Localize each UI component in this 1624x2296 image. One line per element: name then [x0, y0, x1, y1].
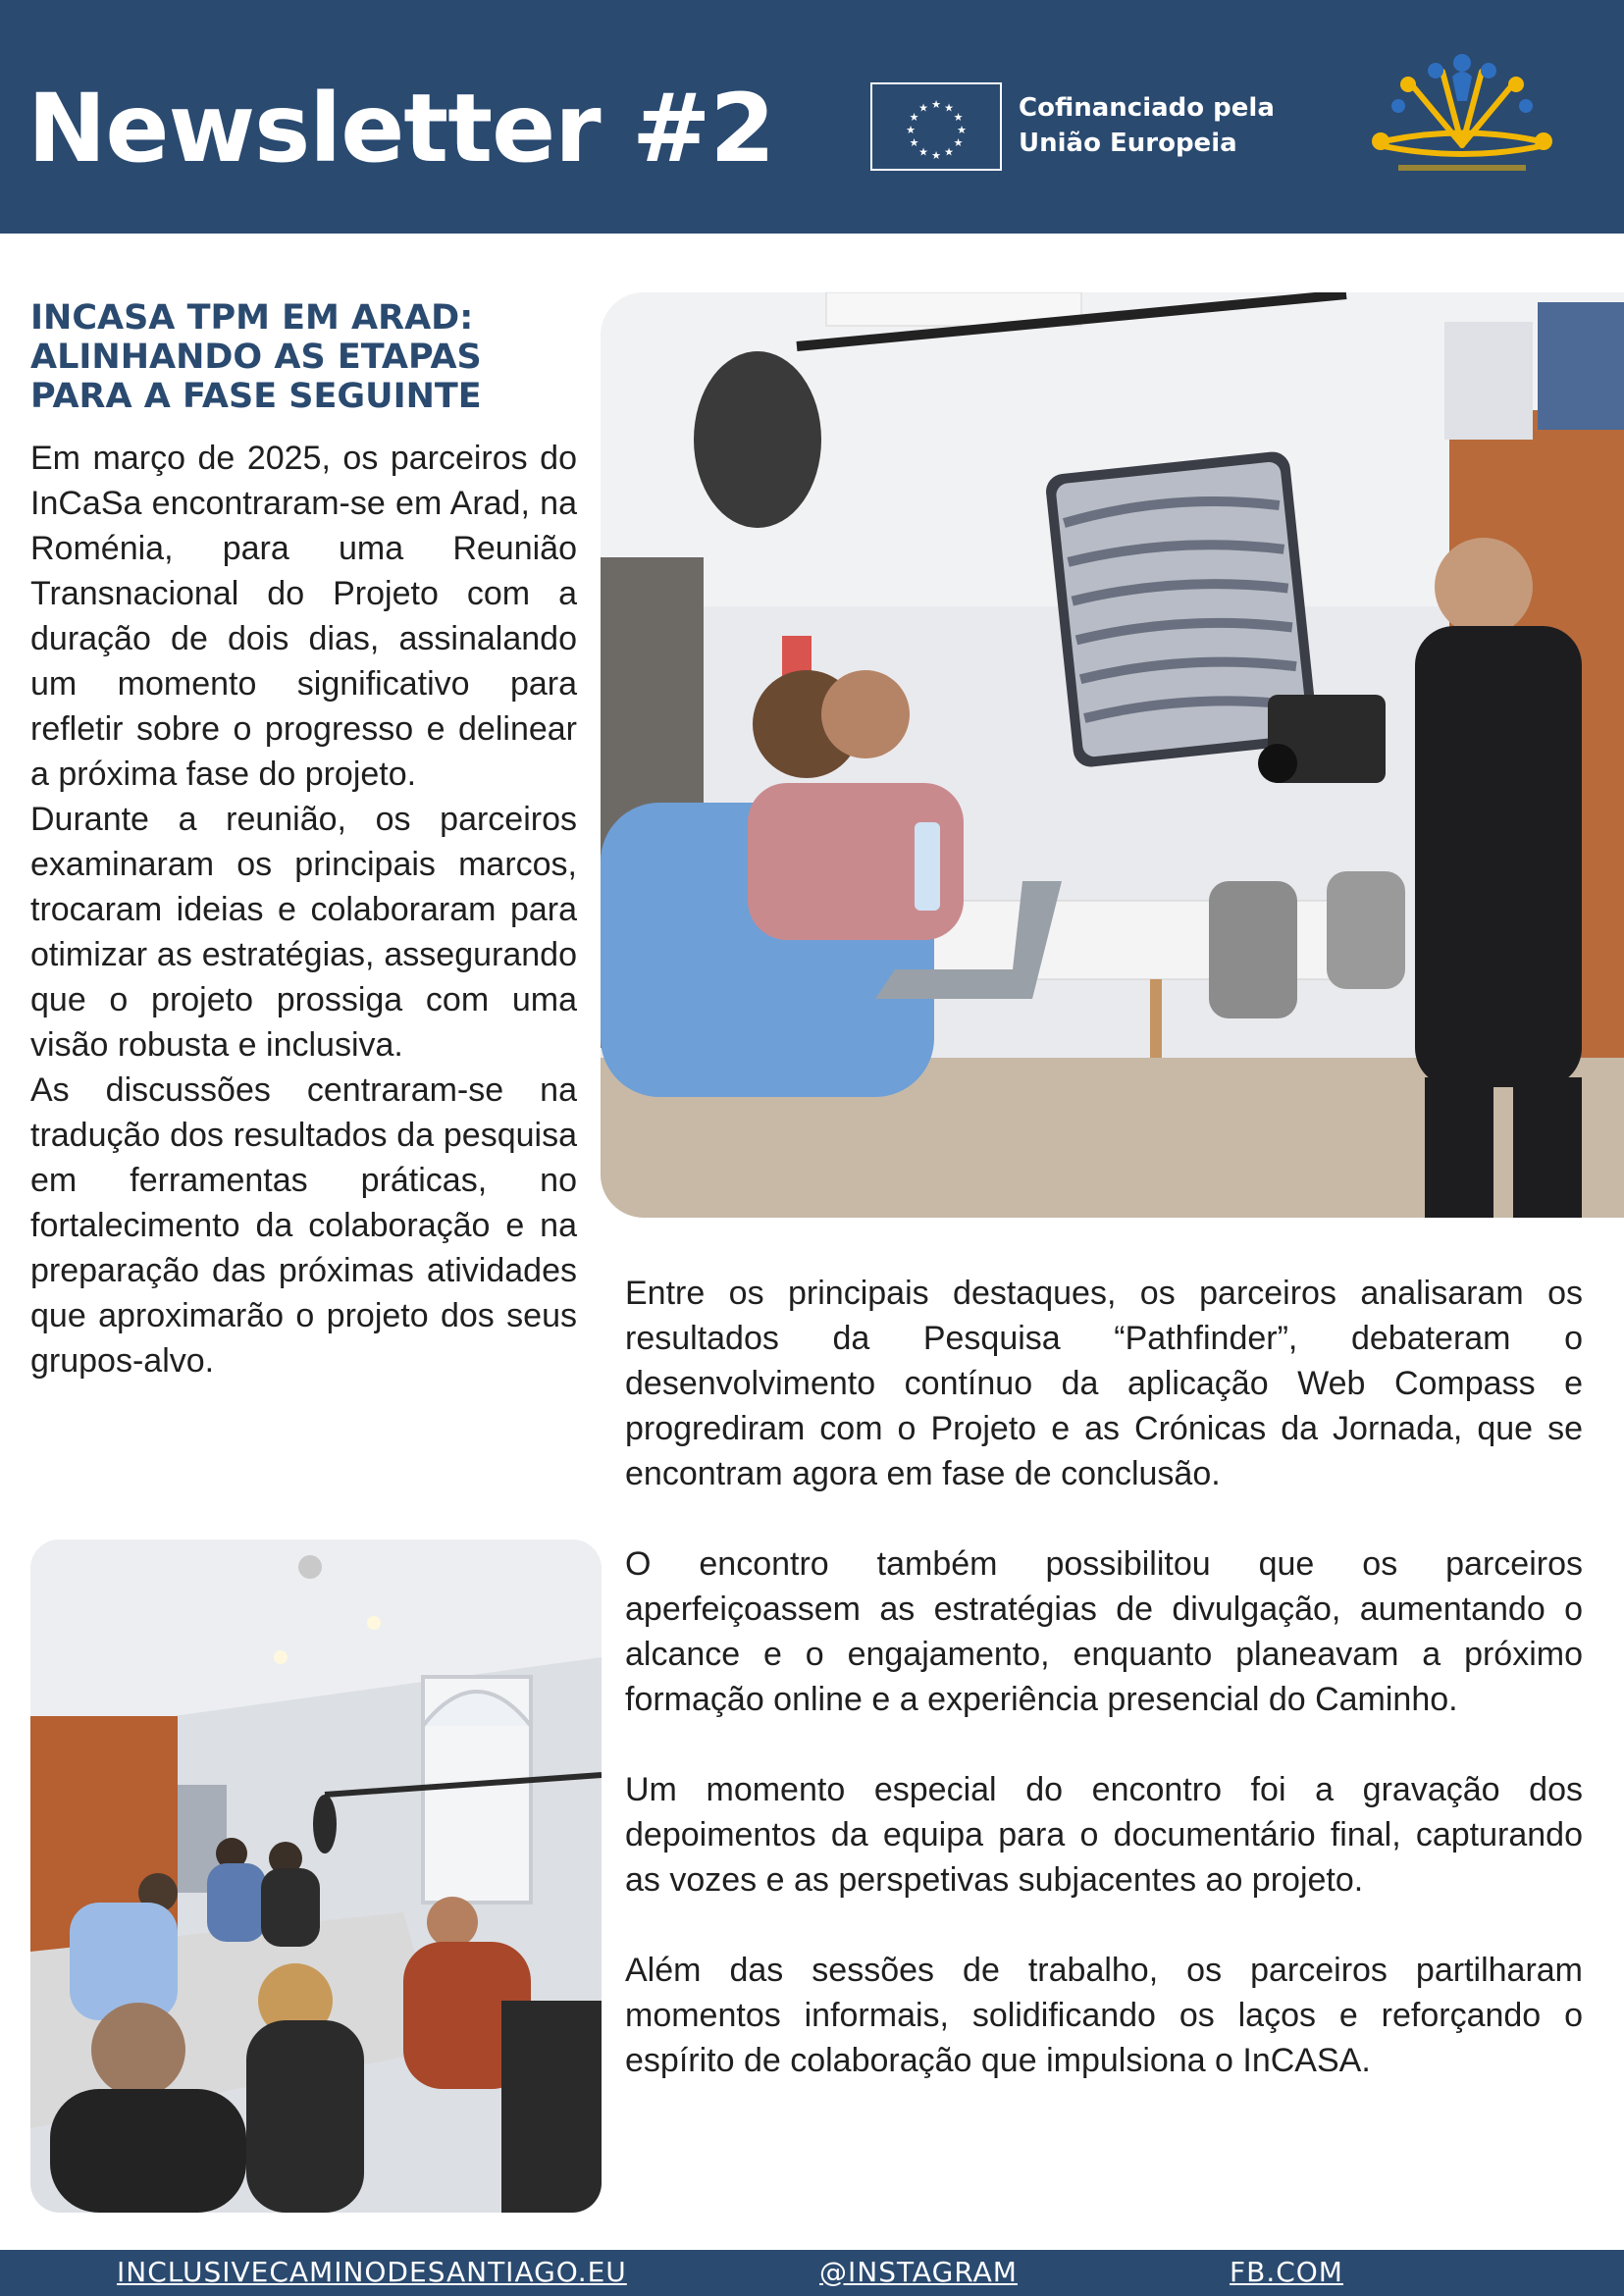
meeting-room-photo [30, 1539, 602, 2213]
svg-text:★: ★ [918, 145, 928, 159]
right-column-text [625, 1271, 1583, 2128]
eu-cofunding-label [1019, 90, 1275, 161]
svg-text:★: ★ [931, 98, 941, 111]
left-paragraph-1: Em março de 2025, os parceiros do InCaSa encontraram-se em Arad, na Roménia, para uma Reunião Transnacional do Projeto com a duração de dois dias, assinalando um momento significativo para refletir sobre o progresso e delinear a próxima fase do projeto. [30, 440, 577, 793]
eu-line-2: União Europeia [1019, 129, 1237, 158]
svg-text:★: ★ [906, 124, 916, 136]
left-paragraph-2: Durante a reunião, os parceiros examinaram os principais marcos, trocaram ideias e colaboraram para otimizar as estratégias, assegurando que o projeto prossiga com uma visão robusta e inclusiva. [30, 801, 577, 1064]
filming-session-photo [601, 292, 1624, 1218]
eu-flag-icon [870, 82, 1002, 171]
right-paragraph-3: Um momento especial do encontro foi a gravação dos depoimentos da equipa para o documentário final, capturando as vozes e as perspetivas subjacentes ao projeto. [625, 1771, 1583, 1899]
svg-text:★: ★ [957, 124, 967, 136]
incasa-logo-icon [1359, 47, 1565, 184]
website-link[interactable]: INCLUSIVECAMINODESANTIAGO.EU [117, 2256, 627, 2288]
svg-text:★: ★ [944, 101, 954, 115]
right-paragraph-2: O encontro também possibilitou que os parceiros aperfeiçoassem as estratégias de divulgação, aumentando o alcance e o engajamento, enquanto planeavam a próximo formação online e a experiência presencial do Caminho. [625, 1545, 1583, 1718]
svg-text:★: ★ [953, 111, 964, 124]
svg-text:★: ★ [918, 101, 928, 115]
newsletter-title: Newsletter #2 [27, 74, 775, 183]
svg-text:★: ★ [909, 136, 919, 149]
svg-text:★: ★ [909, 111, 919, 124]
headline-line-1: INCASA TPM EM ARAD: [30, 298, 474, 338]
right-paragraph-4: Além das sessões de trabalho, os parceiros partilharam momentos informais, solidificando os laços e reforçando o espírito de colaboração que impulsiona o InCASA. [625, 1952, 1583, 2079]
headline-line-2: ALINHANDO AS ETAPAS [30, 338, 482, 377]
header-banner [0, 0, 1624, 234]
right-paragraph-1: Entre os principais destaques, os parceiros analisaram os resultados da Pesquisa “Pathfinder”, debateram o desenvolvimento contínuo da aplicação Web Compass e progrediram com o Projeto e as Crónicas da Jornada, que se encontram agora em fase de conclusão. [625, 1275, 1583, 1492]
svg-text:★: ★ [931, 149, 941, 162]
left-paragraph-3: As discussões centraram-se na tradução dos resultados da pesquisa em ferramentas práticas, no fortalecimento da colaboração e na preparação das próximas atividades que aproximarão o projeto dos seus grupos-alvo. [30, 1071, 577, 1380]
instagram-link[interactable]: @INSTAGRAM [819, 2256, 1018, 2288]
eu-line-1: Cofinanciado pela [1019, 93, 1275, 123]
article-headline [30, 298, 580, 416]
facebook-link[interactable]: FB.COM [1230, 2256, 1343, 2288]
svg-text:★: ★ [944, 145, 954, 159]
svg-text:★: ★ [953, 136, 964, 149]
headline-line-3: PARA A FASE SEGUINTE [30, 377, 482, 416]
footer-bar [0, 2250, 1624, 2296]
left-column-text [30, 436, 577, 1383]
